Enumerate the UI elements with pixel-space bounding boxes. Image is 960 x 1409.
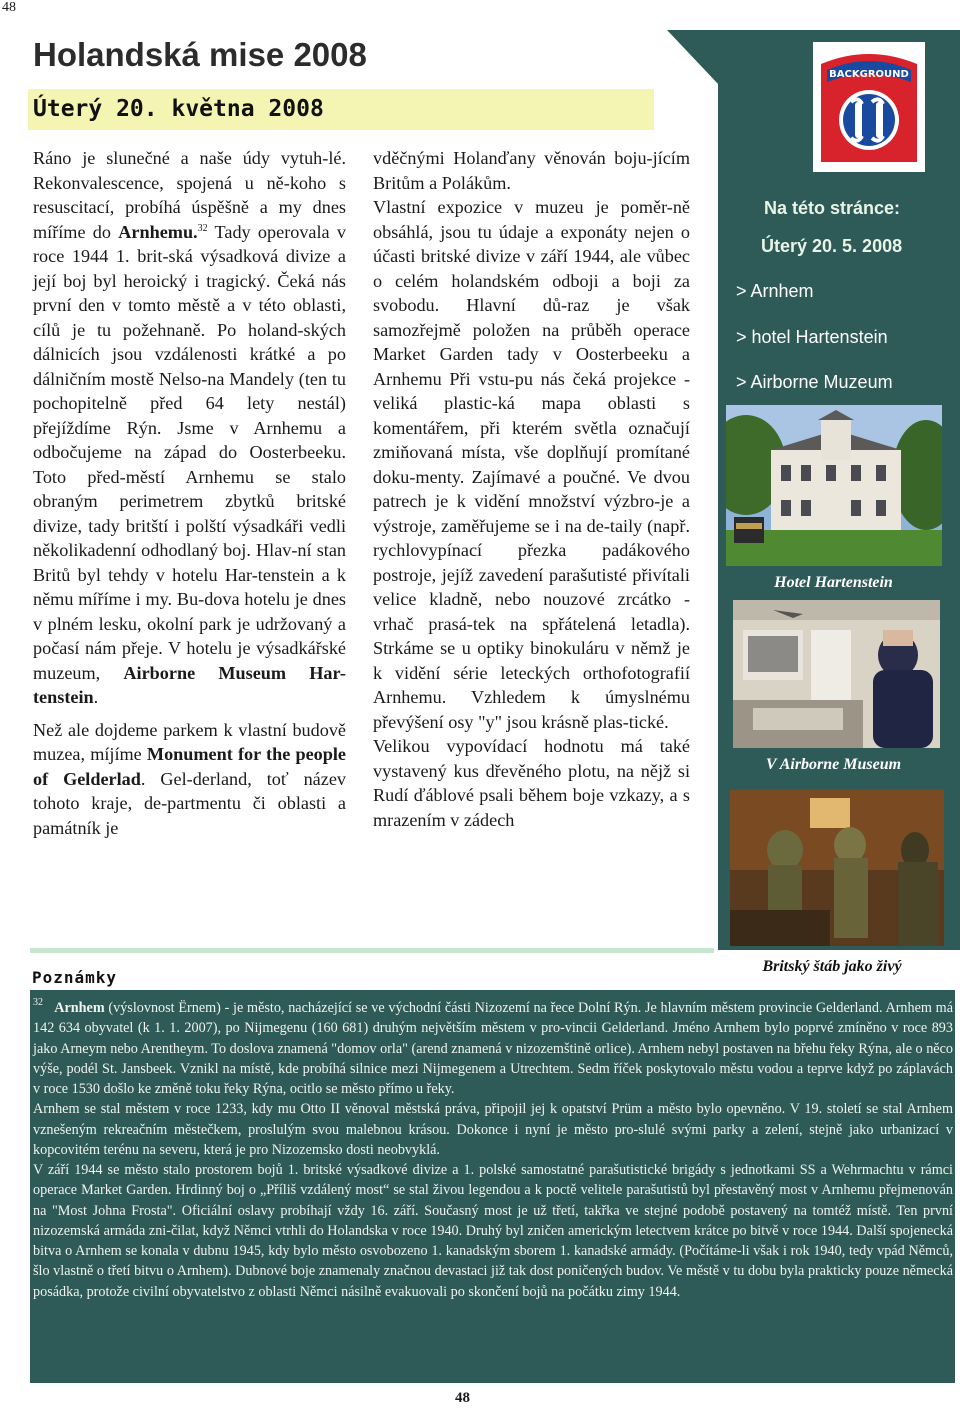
text-run: Ráno je slunečné a naše údy vytuh-lé. Rekonvalescence, spojená u ně-koho s resuscitací, probíhá úspěšně a my dnes míříme do — [33, 148, 346, 242]
sidebar-link-arnhem[interactable]: > Arnhem — [736, 281, 814, 301]
notes-label: Poznámky — [32, 968, 118, 987]
article-paragraph — [33, 146, 346, 710]
british-staff-diorama-photo — [730, 790, 944, 946]
text-run: Tady operovala v roce 1944 1. brit-ská výsadková divize a její boj byl heroický i tragický. Čeká nás první den v tomto městě a v této oblasti, cílů je tu požehnaně. Po holand-ských dálnicích jsou vzdálenosti krátké a po dálničním mostě Nelso-na Mandely (ten tu pochopitelně před 64 lety nestál) přejíždíme Rýn. Jsme v Arnhemu a odbočujeme na západ do Oosterbeeku. Toto před-městí Arnhemu se stalo obraným perimetrem zbytků britské divize, tady britští i polští výsadkáři vedli několikadenní odhodlaný boj. Hlav-ní stan Britů byl tehdy v hotelu Har-tenstein a k němu míříme i my. Bu-dova hotelu je dnes v plném lesku, okolní park je udržovaný a počasí nám přeje. V hotelu je výsadkářské muzeum, — [33, 221, 347, 683]
sidebar-link-museum[interactable]: > Airborne Muzeum — [736, 372, 893, 392]
footnote-paragraph: V září 1944 se město stalo prostorem bojů 1. britské výsadkové divize a 1. polské samostatné parašutistické brigády s jednotkami SS a Wehrmachtu v rámci operace Market Garden. Hrdinný boj o „Příliš vzdálený most“ se stal živou legendou a k poctě velitele parašutistů byl přestavěný most v Arnhemu přejmenován na "Most Johna Frosta". Oficiální oslavy probíhají vždy 16. září. Současný most je už třetí, takřka ve stejné podobě postavený na tomtéž místě. Ten první nizozemská armáda zni-čilat, když Němci vtrhli do Holandska v roce 1940. Druhý byl zničen americkým letectvem krátce po bitvě v roce 1944. Další spojenecká bitva o Arnhem se konala v dubnu 1945, kdy bylo město osvobozeno 1. kanadským sborem 1. kanadské armády. (Počítáme-li však i rok 1940, tedy vpád Němců, šlo vlastně o třetí bitvu o Arnhem). Dubnové boje znamenaly značnou devastaci již tak dost poničených budov. Ve městě v tu dobu byla prakticky pouze německá posádka, protože civilní obyvatelstvo z oblasti Němci násilně evakuovali po skončení bojů na počátku zimy 1944. — [33, 1162, 953, 1300]
photo-caption: V Airborne Museum — [765, 756, 902, 773]
sidebar-corner-wedge — [667, 30, 719, 85]
magazine-title: Holandská mise 2008 — [33, 36, 367, 73]
footnote-paragraph: Arnhem se stal městem v roce 1233, kdy mu Otto II věnoval městská práva, připojil jej k opatství Prüm a město bylo opevněno. V 19. století se stal Arnhem vznešeným rekreačním městečkem, proslulým svou malebnou krásou. Dokonce i nyní je město pro-slulé svými parky a zelení, stejně jako urbanizací v kopcovitém terénu na severu, která je pro Nizozemsko dosti neobvyklá. — [33, 1101, 953, 1158]
section-divider — [30, 948, 714, 953]
sidebar-date: Úterý 20. 5. 2008 — [761, 236, 903, 256]
corner-page-number: 48 — [2, 0, 16, 15]
monument-term: Monument for the people of Gelderlad — [33, 744, 347, 789]
middle-article-column — [373, 146, 690, 832]
text-run: . — [93, 687, 99, 707]
arnhem-term: Arnhemu. — [118, 221, 198, 242]
left-article-column — [33, 146, 346, 840]
footnote-text — [33, 998, 953, 1302]
museum-term: Airborne Museum Har-tenstein — [33, 662, 346, 707]
arnhem-term: Arnhem — [54, 1000, 105, 1016]
footnote-ref[interactable]: 32 — [197, 222, 208, 234]
article-paragraph: vděčnými Holanďany věnován boju-jícím Britům a Polákům. — [373, 148, 690, 193]
logo-tab-text: BACKGROUND — [829, 69, 909, 80]
footnote-paragraph — [33, 998, 953, 1099]
sidebar-link-hotel[interactable]: > hotel Hartenstein — [736, 327, 888, 347]
airborne-museum-photo — [733, 600, 940, 748]
text-run: . Gel-derland, toť název tohoto kraje, de-partmentu či oblasti a památník je — [33, 768, 346, 838]
photo-caption: Britský štáb jako živý — [762, 958, 902, 975]
text-run: (výslovnost Ërnem) - je město, nacházející se ve východní části Nizozemí na řece Dolní Rýn. Je hlavním městem provincie Gelderland. Arnhem má 142 634 obyvatel (k 1. 1. 2007), po Nijmegenu (160 681) druhým největším městem v pro-vincii Gelderland. Jméno Arnhem bylo poprvé zmíněno v roce 893 jako Arneym nebo Arentheym. To doslova znamená "domov orla" (arend znamená v nizozemštině orlice). Arnhem nebyl postaven na břehu řeky Rýna, ale o něco výše, podél St. Jansbeek. Vznikl na místě, kde probíhá silnice mezi Nijmegenem a Utrechtem. Sedm říček poskytovalo městu vodou a teprve když po záplavách v roce 1530 došlo ke změně toku řeky Rýna, ocitlo se město přímo u řeky. — [33, 1000, 954, 1097]
article-paragraph: Velikou vypovídací hodnotu má také vystavený kus dřevěného plotu, na nějž si Rudí ďáblové psali během boje vzkazy, a s mrazením v zádech — [373, 736, 690, 830]
text-run: Než ale dojdeme parkem k vlastní budově muzea, míjíme — [33, 719, 346, 764]
hotel-hartenstein-photo — [726, 405, 942, 566]
page-number: 48 — [455, 1390, 470, 1406]
article-paragraph: Vlastní expozice v muzeu je poměr-ně obsáhlá, jsou tu údaje a exponáty nejen o účasti britské divize v září 1944, ale vůbec o celém holandském odboji a boji za svobodu. Hlavní dů-raz je však samozřejmě položen na průběh operace Market Garden tady v Oosterbeeku a Arnhemu Při vstu-pu nás čeká projekce - veliká plastic-ká mapa oblasti s komentářem, při kterém světla označují zmiňovaná místa, vše doplňují promítané doku-menty. Zajímavé a poučné. Ve dvou patrech je k vidění množství výzbro-je a výstroje, zaměřujeme se i na de-taily (např. rychlovypínací přezka padákového postroje, jejíž zavedení parašutisté přivítali velice kladně, nebo nouzové zrcátko - vrhač prasá-tek na spřátelená letadla). Strkáme se u optiky binokuláru v němž je k vidění série leteckých orthofotografií Arnhemu. Vzhledem k úmyslnému převýšení osy "y" jsou krásně plas-tické. — [373, 197, 690, 732]
article-paragraph — [33, 718, 346, 841]
airborne-insignia-logo — [813, 42, 925, 172]
footnote-number: 32 — [33, 997, 43, 1008]
sidebar-heading: Na této stránce: — [764, 198, 901, 218]
photo-caption: Hotel Hartenstein — [774, 574, 893, 591]
date-heading: Úterý 20. května 2008 — [33, 96, 324, 122]
